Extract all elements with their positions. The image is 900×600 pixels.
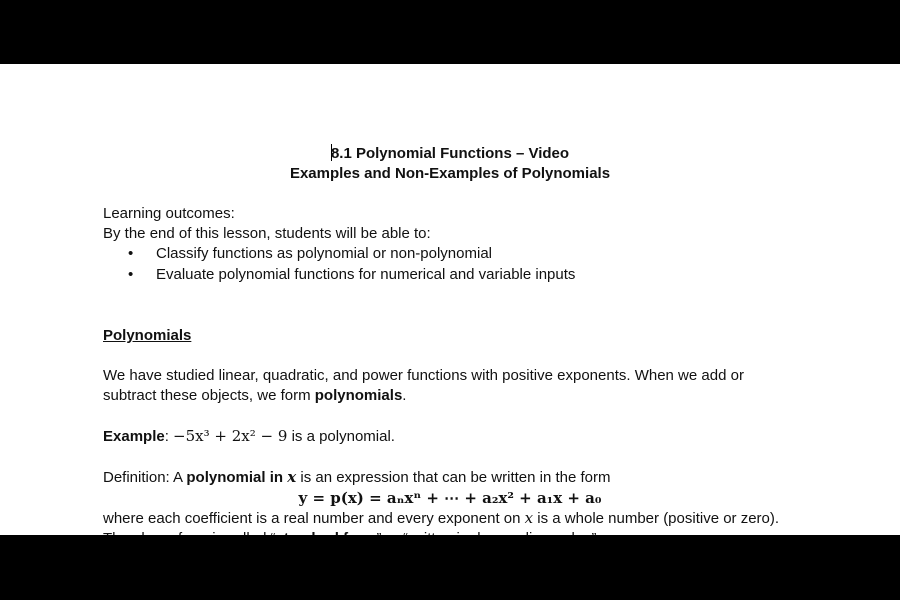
title-line-1: 8.1 Polynomial Functions – Video xyxy=(330,145,570,162)
letterbox-bottom xyxy=(0,535,900,600)
list-item: • Classify functions as polynomial or non-polynomial xyxy=(128,245,492,262)
bullet-icon: • xyxy=(128,245,134,262)
bullet-icon: • xyxy=(128,266,134,283)
document-page xyxy=(0,64,900,535)
example-expression: −5x³ + 2x² − 9 xyxy=(173,427,288,445)
letterbox-top xyxy=(0,0,900,64)
list-item: • Evaluate polynomial functions for numerical and variable inputs xyxy=(128,266,576,283)
document-content xyxy=(103,144,803,549)
title-line-2: Examples and Non-Examples of Polynomials xyxy=(289,165,611,182)
section-heading: Polynomials xyxy=(103,327,192,344)
outcomes-label: Learning outcomes: xyxy=(103,205,235,222)
coefficient-line: where each coefficient is a real number and every exponent on x is a whole number (positive or zero). xyxy=(103,509,780,527)
outcomes-intro: By the end of this lesson, students will be able to: xyxy=(103,225,431,242)
definition-line: Definition: A polynomial in x is an expression that can be written in the form xyxy=(103,468,611,486)
paragraph-line-2: subtract these objects, we form polynomials. xyxy=(103,387,407,404)
example-line: Example: −5x³ + 2x² − 9 is a polynomial. xyxy=(103,427,395,445)
paragraph-line-1: We have studied linear, quadratic, and power functions with positive exponents. When we add or xyxy=(103,367,744,384)
standard-form-formula: y = p(x) = aₙxⁿ + ⋯ + a₂x² + a₁x + a₀ xyxy=(298,489,602,507)
outcomes-list xyxy=(103,244,803,286)
